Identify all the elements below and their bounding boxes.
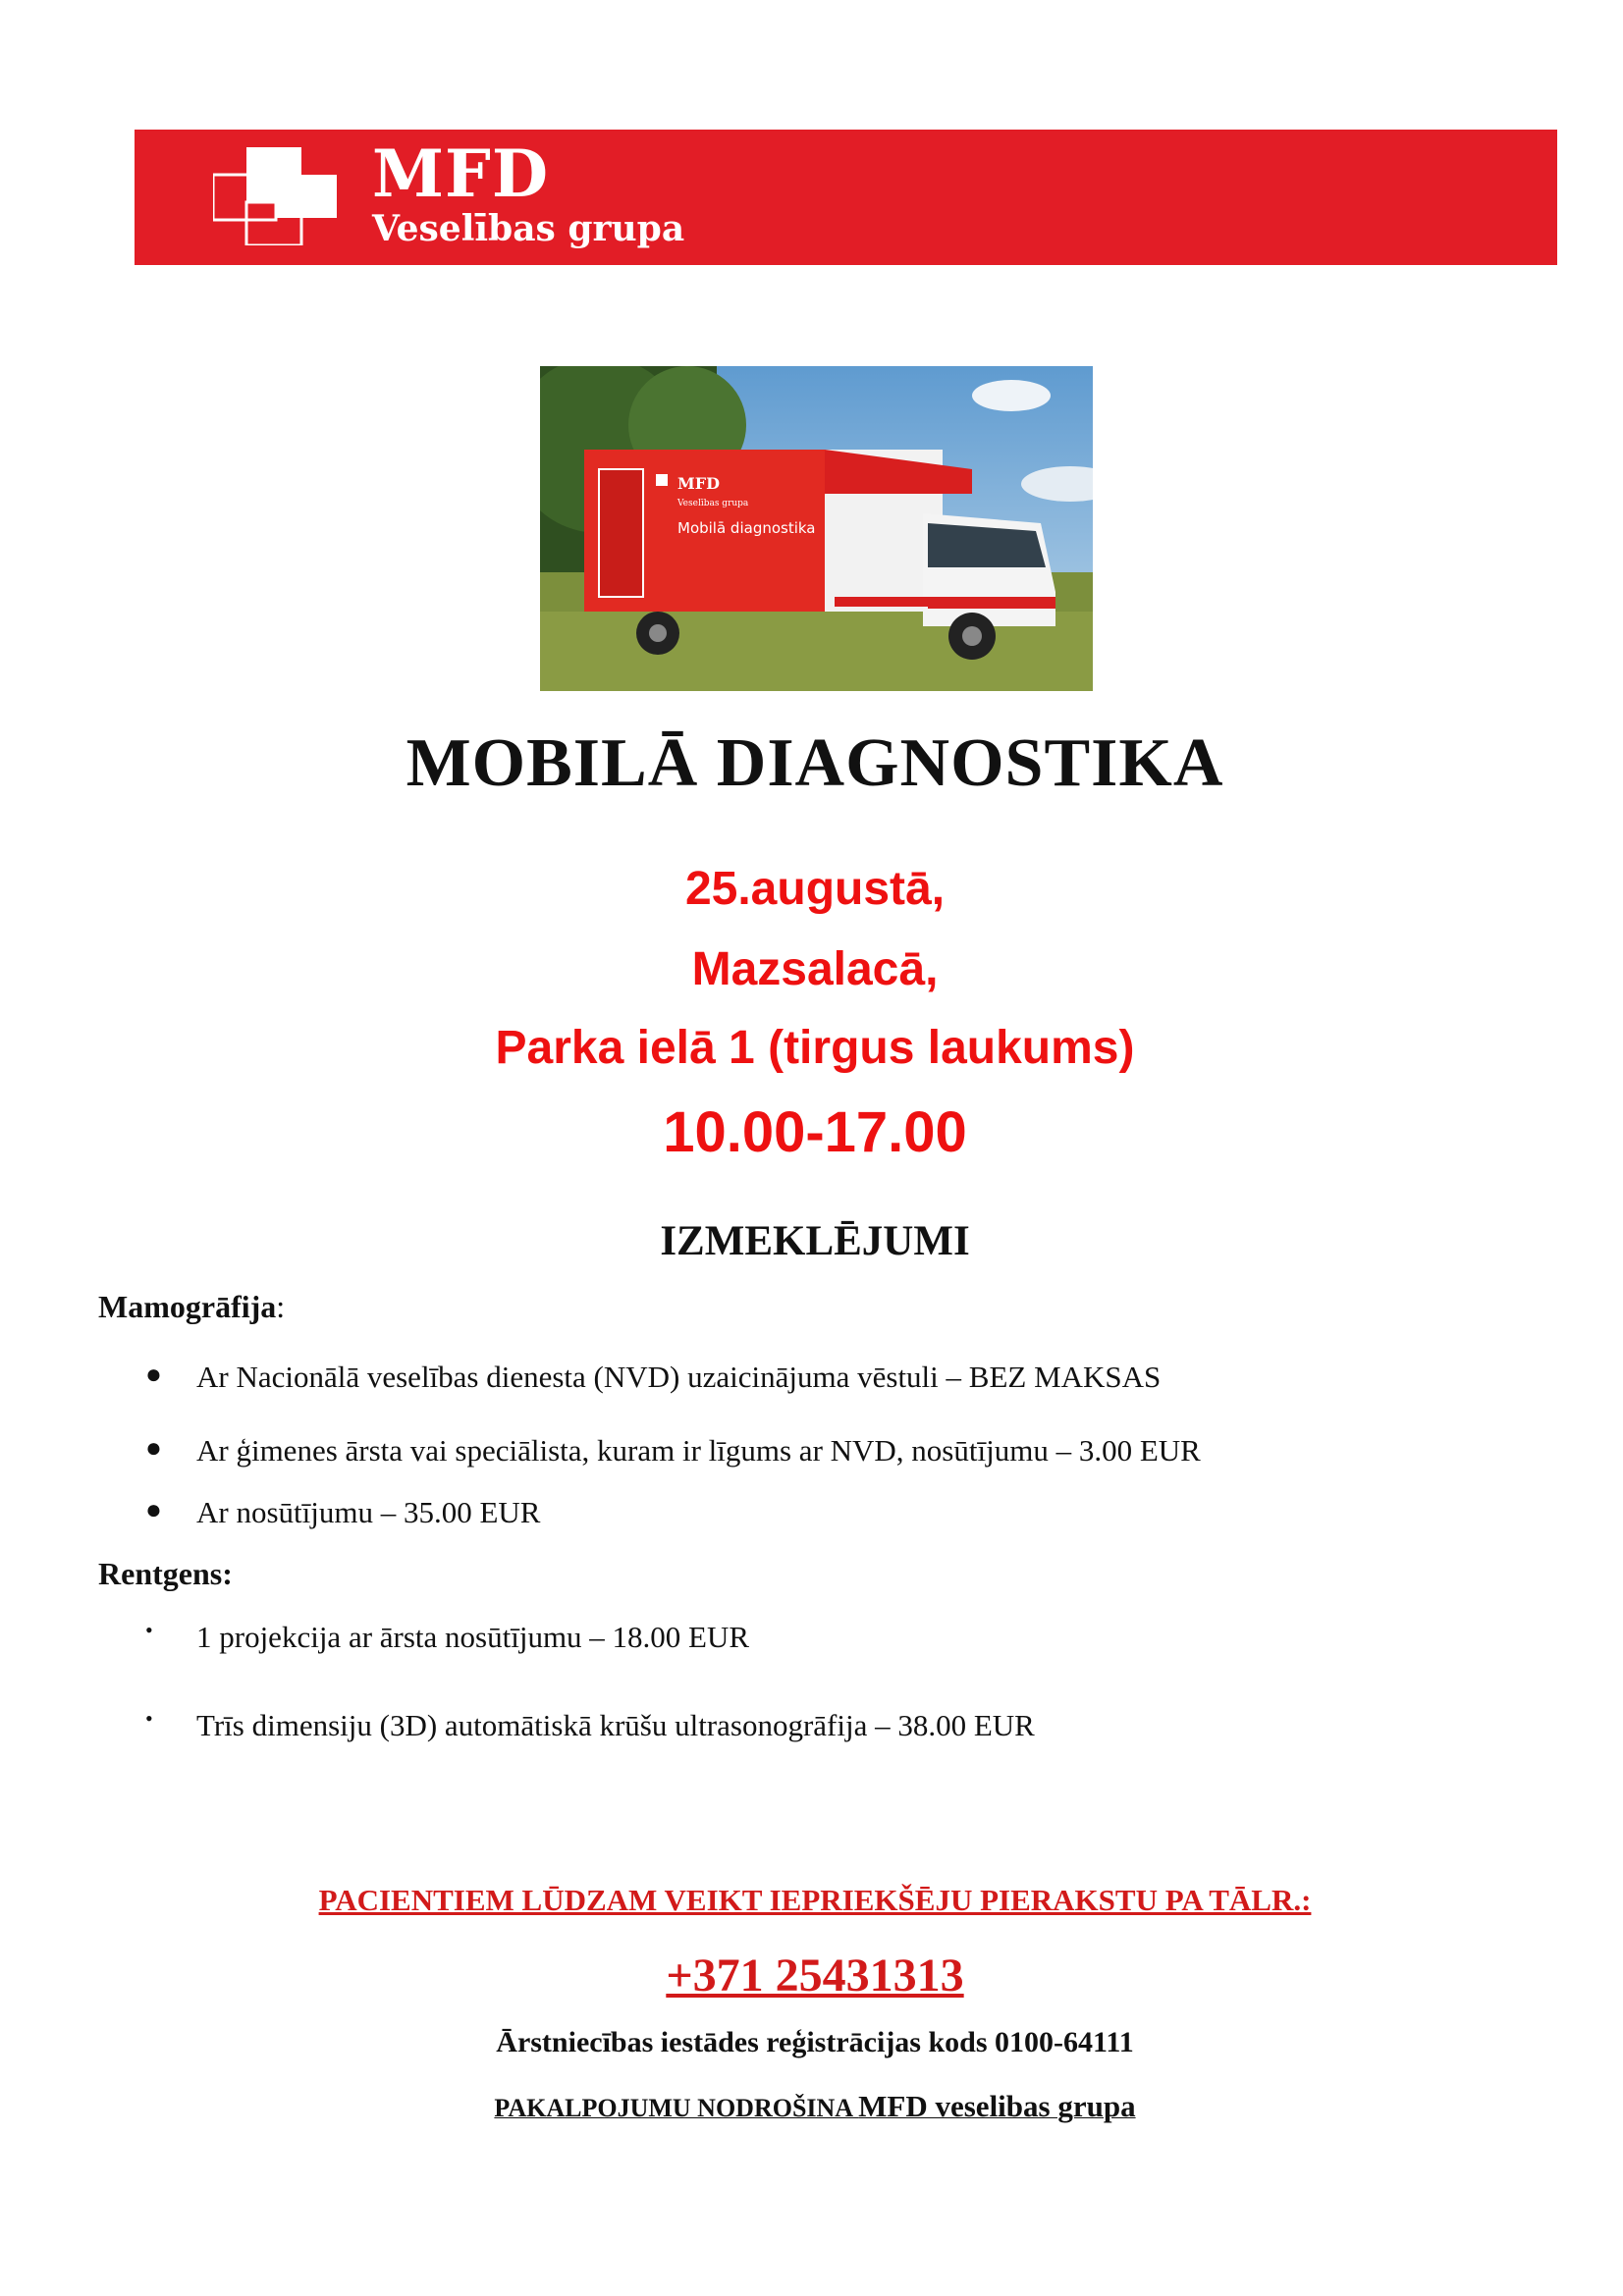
brand-subtitle: Veselības grupa	[372, 208, 685, 249]
bullet-icon: ●	[145, 1433, 162, 1464]
list-item-text: Ar ģimenes ārsta vai speciālista, kuram ir līgums ar NVD, nosūtījumu – 3.00 EUR	[196, 1433, 1201, 1468]
phone-link[interactable]: +371 25431313	[666, 1949, 964, 2002]
list-item-text: Trīs dimensiju (3D) automātiskā krūšu ultrasonogrāfija – 38.00 EUR	[196, 1708, 1035, 1742]
event-time: 10.00-17.00	[663, 1100, 967, 1164]
mammography-heading-text: Mamogrāfija	[98, 1289, 277, 1324]
provider-line	[0, 2089, 1623, 2124]
list-item-text: Ar Nacionālā veselības dienesta (NVD) uzaicinājuma vēstuli – BEZ MAKSAS	[196, 1360, 1162, 1394]
provider-name: MFD veselibas grupa	[858, 2089, 1136, 2123]
provider-prefix: PAKALPOJUMU NODROŠINA	[494, 2094, 859, 2122]
bullet-icon: ●	[145, 1495, 162, 1525]
header-banner	[135, 130, 1557, 265]
bullet-icon: •	[145, 1618, 153, 1642]
xray-heading: Rentgens:	[98, 1556, 233, 1591]
brand-name: MFD	[372, 135, 550, 212]
truck-brand: MFD	[677, 474, 720, 493]
list-item-text: 1 projekcija ar ārsta nosūtījumu – 18.00 EUR	[196, 1620, 750, 1654]
section-title: IZMEKLĒJUMI	[660, 1218, 970, 1264]
mammography-heading	[98, 1289, 285, 1325]
registration-code: Ārstniecības iestādes reģistrācijas kods 0100-64111	[496, 2026, 1134, 2058]
list-item-text: Ar nosūtījumu – 35.00 EUR	[196, 1495, 541, 1529]
event-date: 25.augustā,	[684, 863, 946, 915]
event-city: Mazsalacā,	[691, 943, 939, 995]
bullet-icon: •	[145, 1706, 153, 1731]
appointment-notice: PACIENTIEM LŪDZAM VEIKT IEPRIEKŠĒJU PIERAKSTU PA TĀLR.:	[318, 1883, 1312, 1917]
page-title: MOBILĀ DIAGNOSTIKA	[406, 725, 1224, 801]
truck-brand-sub: Veselības grupa	[677, 499, 749, 508]
truck-photo	[540, 366, 1093, 691]
event-address: Parka ielā 1 (tirgus laukums)	[495, 1022, 1135, 1074]
truck-label: Mobilā diagnostika	[677, 519, 816, 537]
mfd-cross-logo-icon	[213, 147, 341, 245]
bullet-icon: ●	[145, 1360, 162, 1390]
mammography-heading-colon: :	[276, 1289, 286, 1324]
